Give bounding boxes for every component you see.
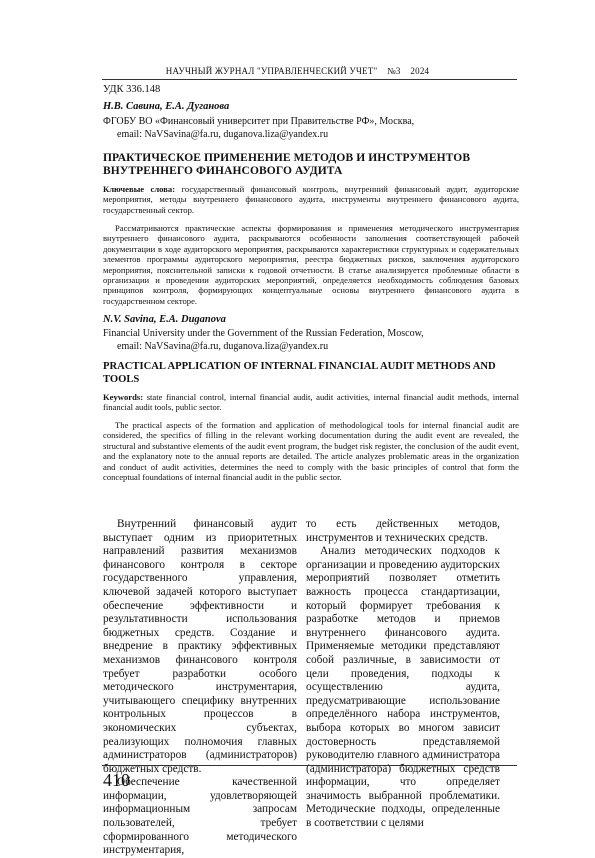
footer-rule [102, 765, 517, 766]
en-affiliation: Financial University under the Government of the Russian Federation, Moscow, [103, 328, 424, 339]
ru-email: email: NaVSavina@fa.ru, duganova.liza@yandex.ru [117, 129, 329, 140]
body-column-right [306, 518, 500, 831]
en-keywords [103, 392, 519, 413]
en-authors: N.V. Savina, E.A. Duganova [103, 314, 226, 325]
journal-header: НАУЧНЫЙ ЖУРНАЛ "УПРАВЛЕНЧЕСКИЙ УЧЕТ" №3 2024 [165, 66, 430, 76]
en-title: PRACTICAL APPLICATION OF INTERNAL FINANCIAL AUDIT METHODS AND TOOLS [103, 361, 496, 385]
ru-abstract: Рассматриваются практические аспекты формирования и применения методического инструментария внутреннего финансового аудита, раскрываются особенности заполнения соответствующей рабочей документации в ходе аудиторского мероприятия, раскрываются характеристики структурных и содержательных элементов программы аудиторского мероприятия, реестра бюджетных рисков, заключения аудиторского мероприятия, пояснительной записки к годовой отчетности. В статье анализируется проблемные области в организации и проведении аудиторских мероприятий, определяется необходимость соблюдения базовых принципов контроля, формирующих концептуальные основы внутреннего финансового аудита в государственном секторе. [103, 223, 519, 306]
body-paragraph: Анализ методических подходов к организации и проведению аудиторских мероприятий позволяет отметить важность процесса стандартизации, который формирует требования к разработке методов и приемов внутреннего финансового аудита. Применяемые методики представляют собой различные, в зависимости от цели проведения, подходы к осуществлению аудита, предусматривающие использование определённого набора инструментов, выбора которых во многом зависит достоверность представляемой руководителю главного администратора (администратора) бюджетных средств информации, что определяет значимость выбранной проблематики. Методические подходы, определенные в соответствии с целями [306, 545, 500, 830]
en-email: email: NaVSavina@fa.ru, duganova.liza@yandex.ru [117, 341, 329, 352]
ru-keywords-text: государственный финансовый контроль, внутренний финансовый аудит, аудиторские мероприятия, методы внутреннего финансового аудита, инструменты внутреннего финансового аудита, государственный сектор. [103, 184, 519, 215]
ru-keywords [103, 184, 519, 215]
ru-title: ПРАКТИЧЕСКОЕ ПРИМЕНЕНИЕ МЕТОДОВ И ИНСТРУМЕНТОВ ВНУТРЕННЕГО ФИНАНСОВОГО АУДИТА [103, 152, 471, 177]
ru-authors: Н.В. Савина, Е.А. Дуганова [103, 101, 230, 112]
body-paragraph: Обеспечение качественной информации, удовлетворяющей информационным запросам пользователей, требует сформированного методического инструментария, [103, 776, 297, 857]
page-number: 410 [103, 770, 130, 790]
en-keywords-label: Keywords: [103, 392, 144, 402]
ru-affiliation: ФГОБУ ВО «Финансовый университет при Правительстве РФ», Москва, [103, 116, 415, 127]
body-paragraph: Внутренний финансовый аудит выступает одним из приоритетных направлений развития механизмов финансового контроля в секторе государственного управления, ключевой задачей которого выступает обеспечение эффективности и результативности использования бюджетных средств. Создание и внедрение в практику эффективных механизмов финансового контроля требует разработки особого методического инструментария, учитывающего специфику внутренних контрольных процессов в экономических субъектах, реализующих полномочия главных администраторов (администраторов) бюджетных средств. [103, 518, 297, 775]
ru-keywords-label: Ключевые слова: [103, 184, 176, 194]
en-abstract: The practical aspects of the formation and application of methodological tools for internal financial audit are considered, the specifics of filling in the relevant working documentation during the audit event are revealed, the structural and substantive elements of the audit event program, the budget risk register, the conclusion of the audit event, and the explanatory note to the annual reports are detailed. The article analyzes problematic areas in the organization and conduct of audit activities, determines the need to comply with the basic principles of control that form the conceptual foundations of internal financial audit in the public sector. [103, 420, 519, 483]
en-keywords-text: state financial control, internal financial audit, audit activities, internal financial audit methods, internal financial audit tools, public sector. [103, 392, 519, 413]
body-column-left [103, 518, 297, 858]
body-paragraph: то есть действенных методов, инструментов и технических средств. [306, 518, 500, 544]
header-rule [102, 79, 517, 80]
udk-code: УДК 336.148 [103, 84, 161, 95]
